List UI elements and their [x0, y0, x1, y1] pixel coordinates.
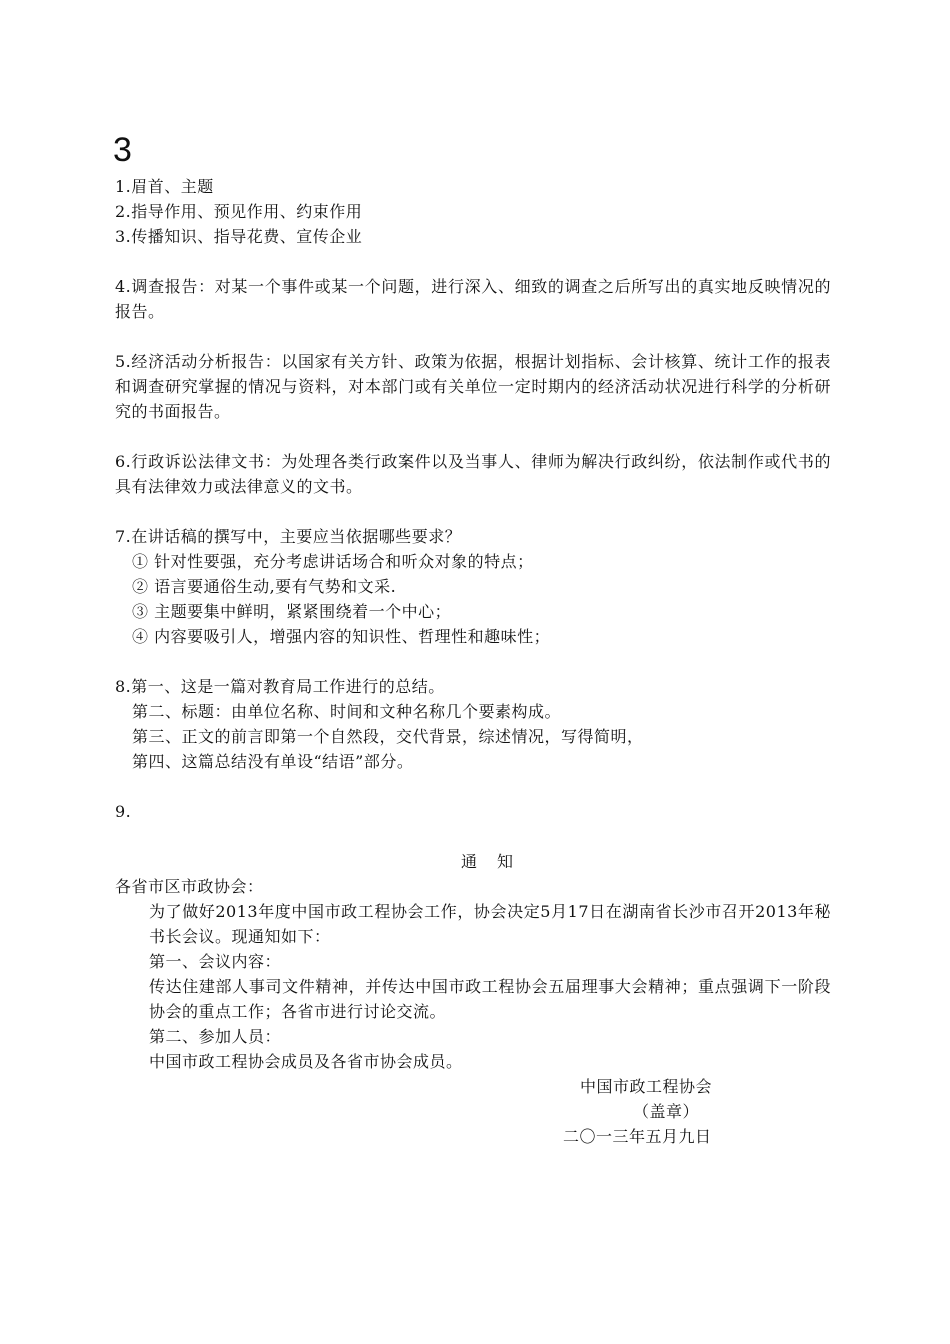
spacer	[115, 249, 831, 274]
answer-4: 4.调查报告：对某一个事件或某一个问题，进行深入、细致的调查之后所写出的真实地反映情况的报告。	[115, 277, 831, 321]
notice-body	[115, 899, 831, 949]
answer-5: 5.经济活动分析报告：以国家有关方针、政策为依据，根据计划指标、会计核算、统计工作的报表和调查研究掌握的情况与资料，对本部门或有关单位一定时期内的经济活动状况进行科学的分析研究的书面报告。	[115, 352, 831, 421]
notice-title-char: 知	[497, 852, 514, 871]
spacer	[115, 824, 831, 849]
answer-6: 6.行政诉讼法律文书：为处理各类行政案件以及当事人、律师为解决行政纠纷，依法制作或代书的具有法律效力或法律意义的文书。	[115, 452, 831, 496]
page-heading: 3	[113, 131, 132, 169]
spacer	[115, 649, 831, 674]
notice-salutation: 各省市区市政协会：	[115, 877, 264, 896]
answer-8-item: 第二、标题：由单位名称、时间和文种名称几个要素构成。	[132, 702, 562, 721]
answer-9: 9.	[115, 802, 132, 821]
answer-8-item: 第三、正文的前言即第一个自然段，交代背景，综述情况，写得简明，	[132, 727, 644, 746]
notice-title	[115, 849, 831, 874]
signature-seal: （盖章）	[633, 1102, 700, 1121]
spacer	[115, 324, 831, 349]
answer-3: 3.传播知识、指导花费、宣传企业	[115, 227, 363, 246]
answer-7-item: ④ 内容要吸引人，增强内容的知识性、哲理性和趣味性；	[132, 627, 551, 646]
answer-2: 2.指导作用、预见作用、约束作用	[115, 202, 363, 221]
spacer	[115, 774, 831, 799]
answer-content	[115, 174, 831, 1149]
spacer	[115, 499, 831, 524]
answer-1: 1.眉首、主题	[115, 177, 214, 196]
spacer	[115, 424, 831, 449]
notice-section-2: 第二、参加人员：	[149, 1027, 282, 1046]
answer-7-question: 7.在讲话稿的撰写中，主要应当依据哪些要求？	[115, 527, 462, 546]
answer-7-item: ① 针对性要强，充分考虑讲话场合和听众对象的特点；	[132, 552, 534, 571]
answer-8-first: 8.第一、这是一篇对教育局工作进行的总结。	[115, 677, 445, 696]
notice-title-char: 通	[460, 852, 477, 871]
notice-content-1: 传达住建部人事司文件精神，并传达中国市政工程协会五届理事大会精神；重点强调下一阶段协会的重点工作；各省市进行讨论交流。	[149, 977, 831, 1021]
answer-7-item: ③ 主题要集中鲜明，紧紧围绕着一个中心；	[132, 602, 452, 621]
notice-body-text: 为了做好2013年度中国市政工程协会工作，协会决定5月17日在湖南省长沙市召开2013年秘书长会议。现通知如下：	[149, 902, 831, 946]
answer-7-item: ② 语言要通俗生动,要有气势和文采.	[132, 577, 397, 596]
answer-8-item: 第四、这篇总结没有单设“结语”部分。	[132, 752, 414, 771]
notice-section-1: 第一、会议内容：	[149, 952, 282, 971]
signature-date: 二〇一三年五月九日	[563, 1127, 712, 1146]
notice-content-2: 中国市政工程协会成员及各省市协会成员。	[149, 1052, 463, 1071]
signature-org: 中国市政工程协会	[580, 1077, 713, 1096]
